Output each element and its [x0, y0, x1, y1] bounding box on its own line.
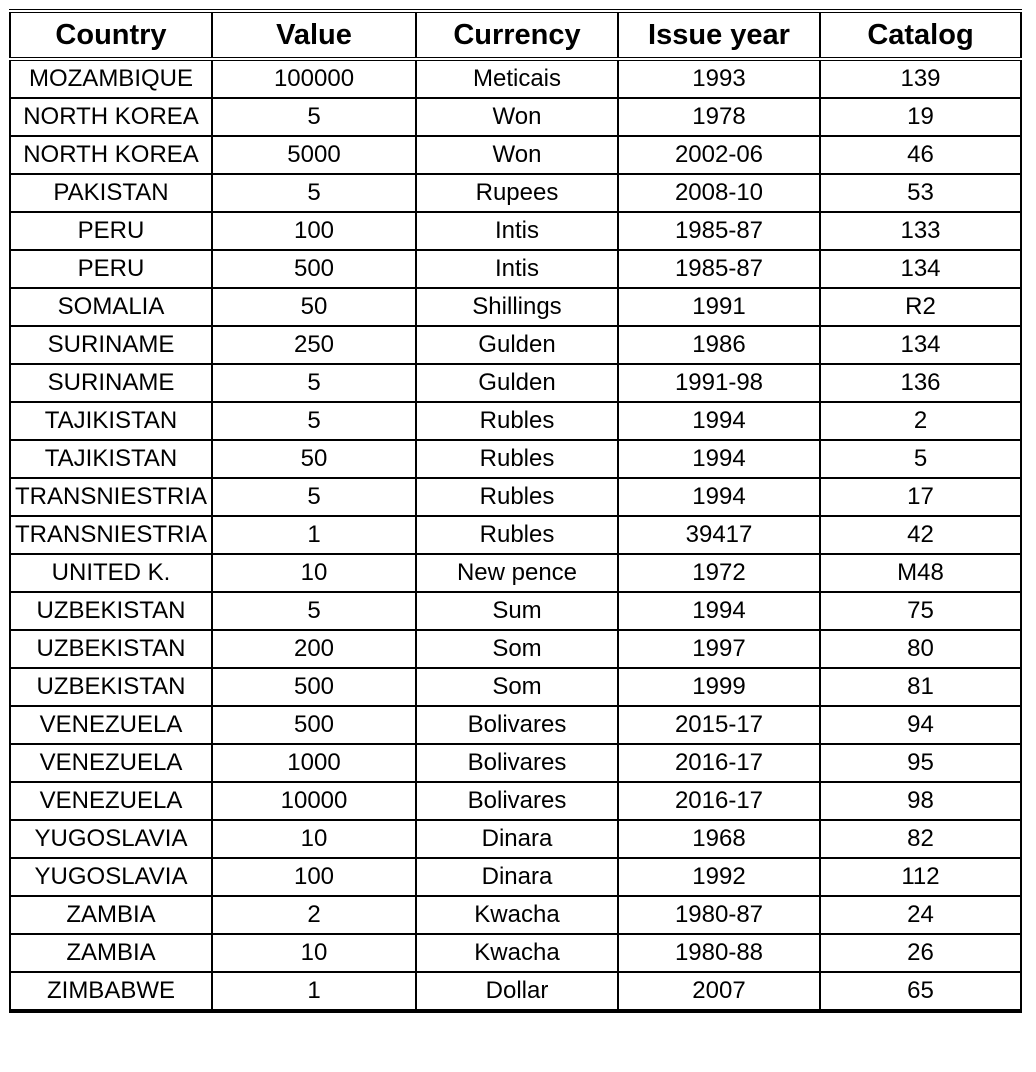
- cell-value[interactable]: 5: [212, 402, 416, 440]
- table-row: [10, 896, 1021, 934]
- header-issue-year[interactable]: Issue year: [618, 11, 820, 59]
- cell-issue-year[interactable]: 2007: [618, 972, 820, 1011]
- cell-currency[interactable]: Kwacha: [416, 896, 618, 934]
- cell-catalog[interactable]: M48: [820, 554, 1021, 592]
- cell-value[interactable]: 10: [212, 820, 416, 858]
- cell-country[interactable]: UZBEKISTAN: [10, 630, 212, 668]
- cell-catalog[interactable]: 24: [820, 896, 1021, 934]
- header-row: [10, 11, 1021, 59]
- cell-currency[interactable]: Dinara: [416, 820, 618, 858]
- cell-catalog[interactable]: 42: [820, 516, 1021, 554]
- cell-country[interactable]: TRANSNIESTRIA: [10, 516, 212, 554]
- cell-issue-year[interactable]: 1980-87: [618, 896, 820, 934]
- table-row: [10, 706, 1021, 744]
- cell-value[interactable]: 10: [212, 554, 416, 592]
- header-country[interactable]: Country: [10, 11, 212, 59]
- cell-currency[interactable]: Bolivares: [416, 706, 618, 744]
- cell-value[interactable]: 100: [212, 858, 416, 896]
- cell-currency[interactable]: Rubles: [416, 478, 618, 516]
- cell-catalog[interactable]: 26: [820, 934, 1021, 972]
- cell-currency[interactable]: Bolivares: [416, 782, 618, 820]
- cell-value[interactable]: 5000: [212, 136, 416, 174]
- cell-catalog[interactable]: 46: [820, 136, 1021, 174]
- cell-country[interactable]: PERU: [10, 212, 212, 250]
- table-row: [10, 668, 1021, 706]
- cell-issue-year[interactable]: 1985-87: [618, 250, 820, 288]
- cell-country[interactable]: ZIMBABWE: [10, 972, 212, 1011]
- cell-catalog[interactable]: 65: [820, 972, 1021, 1011]
- cell-catalog[interactable]: 81: [820, 668, 1021, 706]
- table-row: [10, 288, 1021, 326]
- cell-currency[interactable]: Sum: [416, 592, 618, 630]
- cell-currency[interactable]: Kwacha: [416, 934, 618, 972]
- cell-catalog[interactable]: 75: [820, 592, 1021, 630]
- cell-catalog[interactable]: 53: [820, 174, 1021, 212]
- cell-issue-year[interactable]: 1985-87: [618, 212, 820, 250]
- cell-value[interactable]: 5: [212, 364, 416, 402]
- header-catalog[interactable]: Catalog: [820, 11, 1021, 59]
- cell-currency[interactable]: Gulden: [416, 364, 618, 402]
- cell-value[interactable]: 200: [212, 630, 416, 668]
- cell-currency[interactable]: Bolivares: [416, 744, 618, 782]
- table-row: [10, 858, 1021, 896]
- cell-catalog[interactable]: 112: [820, 858, 1021, 896]
- table-row: [10, 478, 1021, 516]
- cell-value[interactable]: 10: [212, 934, 416, 972]
- cell-country[interactable]: MOZAMBIQUE: [10, 59, 212, 98]
- cell-currency[interactable]: Rubles: [416, 440, 618, 478]
- table-row: [10, 516, 1021, 554]
- cell-value[interactable]: 2: [212, 896, 416, 934]
- cell-country[interactable]: UNITED K.: [10, 554, 212, 592]
- cell-issue-year[interactable]: 1986: [618, 326, 820, 364]
- table-row: [10, 59, 1021, 98]
- cell-issue-year[interactable]: 1993: [618, 59, 820, 98]
- cell-country[interactable]: TRANSNIESTRIA: [10, 478, 212, 516]
- cell-value[interactable]: 1: [212, 972, 416, 1011]
- cell-issue-year[interactable]: 2015-17: [618, 706, 820, 744]
- cell-value[interactable]: 500: [212, 250, 416, 288]
- cell-catalog[interactable]: 133: [820, 212, 1021, 250]
- cell-country[interactable]: VENEZUELA: [10, 744, 212, 782]
- cell-catalog[interactable]: 2: [820, 402, 1021, 440]
- cell-currency[interactable]: Shillings: [416, 288, 618, 326]
- cell-catalog[interactable]: 136: [820, 364, 1021, 402]
- cell-value[interactable]: 500: [212, 706, 416, 744]
- cell-catalog[interactable]: 94: [820, 706, 1021, 744]
- cell-catalog[interactable]: 134: [820, 250, 1021, 288]
- table-row: [10, 364, 1021, 402]
- table-row: [10, 98, 1021, 136]
- cell-currency[interactable]: Gulden: [416, 326, 618, 364]
- cell-country[interactable]: ZAMBIA: [10, 896, 212, 934]
- cell-country[interactable]: YUGOSLAVIA: [10, 820, 212, 858]
- cell-country[interactable]: ZAMBIA: [10, 934, 212, 972]
- cell-value[interactable]: 100000: [212, 59, 416, 98]
- header-value[interactable]: Value: [212, 11, 416, 59]
- table-row: [10, 554, 1021, 592]
- table-row: [10, 820, 1021, 858]
- cell-catalog[interactable]: 19: [820, 98, 1021, 136]
- cell-country[interactable]: SURINAME: [10, 364, 212, 402]
- table-row: [10, 326, 1021, 364]
- cell-country[interactable]: UZBEKISTAN: [10, 668, 212, 706]
- cell-issue-year[interactable]: 39417: [618, 516, 820, 554]
- cell-issue-year[interactable]: 1968: [618, 820, 820, 858]
- cell-country[interactable]: TAJIKISTAN: [10, 440, 212, 478]
- cell-country[interactable]: NORTH KOREA: [10, 98, 212, 136]
- cell-currency[interactable]: Dollar: [416, 972, 618, 1011]
- cell-country[interactable]: SOMALIA: [10, 288, 212, 326]
- cell-currency[interactable]: Intis: [416, 250, 618, 288]
- cell-currency[interactable]: Dinara: [416, 858, 618, 896]
- cell-value[interactable]: 5: [212, 98, 416, 136]
- cell-value[interactable]: 100: [212, 212, 416, 250]
- cell-issue-year[interactable]: 1994: [618, 402, 820, 440]
- cell-value[interactable]: 5: [212, 174, 416, 212]
- spreadsheet: [9, 9, 1020, 1055]
- table-row: [10, 782, 1021, 820]
- cell-issue-year[interactable]: 2008-10: [618, 174, 820, 212]
- cell-country[interactable]: YUGOSLAVIA: [10, 858, 212, 896]
- cell-issue-year[interactable]: 1994: [618, 478, 820, 516]
- cell-value[interactable]: 10000: [212, 782, 416, 820]
- cell-value[interactable]: 50: [212, 288, 416, 326]
- cell-catalog[interactable]: 95: [820, 744, 1021, 782]
- cell-currency[interactable]: Rubles: [416, 516, 618, 554]
- cell-catalog[interactable]: 17: [820, 478, 1021, 516]
- cell-country[interactable]: VENEZUELA: [10, 706, 212, 744]
- cell-catalog[interactable]: 80: [820, 630, 1021, 668]
- cell-country[interactable]: PERU: [10, 250, 212, 288]
- table-row: [10, 136, 1021, 174]
- cell-issue-year[interactable]: 1994: [618, 592, 820, 630]
- header-currency[interactable]: Currency: [416, 11, 618, 59]
- table-row: [10, 630, 1021, 668]
- cell-issue-year[interactable]: 1978: [618, 98, 820, 136]
- cell-country[interactable]: SURINAME: [10, 326, 212, 364]
- cell-catalog[interactable]: 139: [820, 59, 1021, 98]
- cell-issue-year[interactable]: 1991: [618, 288, 820, 326]
- cell-issue-year[interactable]: 1980-88: [618, 934, 820, 972]
- cell-catalog[interactable]: 98: [820, 782, 1021, 820]
- cell-country[interactable]: TAJIKISTAN: [10, 402, 212, 440]
- cell-country[interactable]: PAKISTAN: [10, 174, 212, 212]
- cell-value[interactable]: 1: [212, 516, 416, 554]
- cell-currency[interactable]: Won: [416, 98, 618, 136]
- cell-issue-year[interactable]: 1997: [618, 630, 820, 668]
- cell-currency[interactable]: Rubles: [416, 402, 618, 440]
- table-row: [10, 934, 1021, 972]
- cell-currency[interactable]: Meticais: [416, 59, 618, 98]
- cell-issue-year[interactable]: 1992: [618, 858, 820, 896]
- cell-value[interactable]: 5: [212, 592, 416, 630]
- table-row: [10, 592, 1021, 630]
- table-row: [10, 250, 1021, 288]
- cell-country[interactable]: VENEZUELA: [10, 782, 212, 820]
- cell-currency[interactable]: New pence: [416, 554, 618, 592]
- table-body: [10, 59, 1021, 1011]
- table-row: [10, 212, 1021, 250]
- table-row: [10, 440, 1021, 478]
- cell-value[interactable]: 500: [212, 668, 416, 706]
- cell-issue-year[interactable]: 2016-17: [618, 782, 820, 820]
- cell-value[interactable]: 50: [212, 440, 416, 478]
- cell-catalog[interactable]: 5: [820, 440, 1021, 478]
- cell-issue-year[interactable]: 1999: [618, 668, 820, 706]
- cell-currency[interactable]: Som: [416, 668, 618, 706]
- cell-country[interactable]: NORTH KOREA: [10, 136, 212, 174]
- table-row: [10, 174, 1021, 212]
- cell-catalog[interactable]: 134: [820, 326, 1021, 364]
- table-row: [10, 972, 1021, 1011]
- banknote-table: [9, 9, 1022, 1013]
- cell-catalog[interactable]: 82: [820, 820, 1021, 858]
- cell-currency[interactable]: Intis: [416, 212, 618, 250]
- cell-issue-year[interactable]: 1994: [618, 440, 820, 478]
- table-row: [10, 402, 1021, 440]
- table-row: [10, 744, 1021, 782]
- cell-country[interactable]: UZBEKISTAN: [10, 592, 212, 630]
- cell-issue-year[interactable]: 2002-06: [618, 136, 820, 174]
- cell-catalog[interactable]: R2: [820, 288, 1021, 326]
- cell-value[interactable]: 1000: [212, 744, 416, 782]
- cell-issue-year[interactable]: 2016-17: [618, 744, 820, 782]
- cell-currency[interactable]: Rupees: [416, 174, 618, 212]
- cell-currency[interactable]: Won: [416, 136, 618, 174]
- cell-issue-year[interactable]: 1991-98: [618, 364, 820, 402]
- cell-value[interactable]: 5: [212, 478, 416, 516]
- cell-currency[interactable]: Som: [416, 630, 618, 668]
- cell-issue-year[interactable]: 1972: [618, 554, 820, 592]
- cell-value[interactable]: 250: [212, 326, 416, 364]
